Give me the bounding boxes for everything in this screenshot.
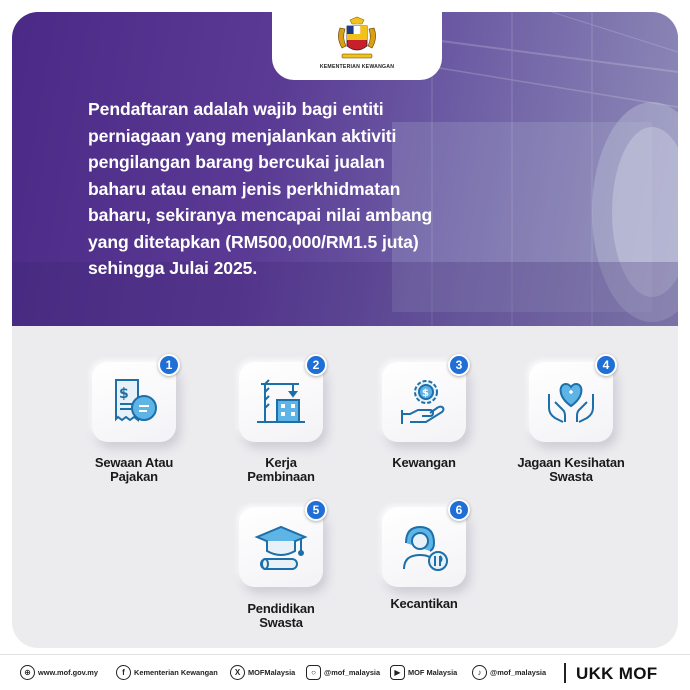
infographic-card	[12, 12, 678, 648]
service-label: Kecantikan	[390, 596, 458, 611]
instagram-link[interactable]: ○ @mof_malaysia	[306, 665, 380, 680]
brand-logo-text: UKK MOF	[576, 664, 658, 683]
svg-text:$: $	[422, 388, 429, 399]
service-number-badge: 3	[448, 354, 470, 376]
crane-building-icon	[253, 374, 309, 430]
malaysia-coat-of-arms-icon	[332, 16, 382, 62]
globe-icon: ⊕	[20, 665, 35, 680]
footer-divider	[564, 663, 566, 683]
hero-line: baharu, sekiranya mencapai nilai ambang	[88, 205, 433, 225]
facebook-icon: f	[116, 665, 131, 680]
service-number-badge: 6	[448, 499, 470, 521]
social-footer	[0, 654, 690, 690]
service-number-badge: 1	[158, 354, 180, 376]
hands-heart-icon	[543, 374, 599, 430]
service-label: Kerja Pembinaan	[247, 455, 315, 484]
service-number-badge: 2	[305, 354, 327, 376]
hero-line: Pendaftaran adalah wajib bagi entiti	[88, 99, 384, 119]
tiktok-icon: ♪	[472, 665, 487, 680]
youtube-link[interactable]: ▶ MOF Malaysia	[390, 665, 457, 680]
tiktok-link[interactable]: ♪ @mof_malaysia	[472, 665, 546, 680]
service-label: Kewangan	[392, 455, 456, 470]
website-link[interactable]: ⊕ www.mof.gov.my	[20, 665, 98, 680]
service-label: Pendidikan Swasta	[247, 601, 315, 630]
hero-line: pengilangan barang bercukai jualan	[88, 152, 385, 172]
instagram-icon: ○	[306, 665, 321, 680]
hero-line: perniagaan yang menjalankan aktiviti	[88, 125, 397, 146]
service-number-badge: 5	[305, 499, 327, 521]
beauty-woman-icon	[396, 519, 452, 575]
hero-line: baharu atau enam jenis perkhidmatan	[88, 178, 401, 199]
receipt-money-icon	[106, 374, 162, 430]
hand-coin-gear-icon	[396, 374, 452, 430]
x-icon: X	[230, 665, 245, 680]
header-tab	[272, 12, 442, 80]
hero-line: yang ditetapkan (RM500,000/RM1.5 juta)	[88, 231, 419, 252]
service-label: Jagaan Kesihatan Swasta	[517, 455, 625, 484]
youtube-icon: ▶	[390, 665, 405, 680]
svg-text:$: $	[119, 386, 129, 402]
ministry-name: KEMENTERIAN KEWANGAN	[319, 64, 395, 70]
graduation-cap-icon	[253, 519, 309, 575]
hero-line: sehingga Julai 2025.	[88, 258, 258, 278]
service-number-badge: 4	[595, 354, 617, 376]
registration-statement	[88, 96, 548, 282]
x-link[interactable]: X MOFMalaysia	[230, 665, 295, 680]
service-label: Sewaan Atau Pajakan	[94, 455, 174, 484]
facebook-link[interactable]: f Kementerian Kewangan	[116, 665, 218, 680]
